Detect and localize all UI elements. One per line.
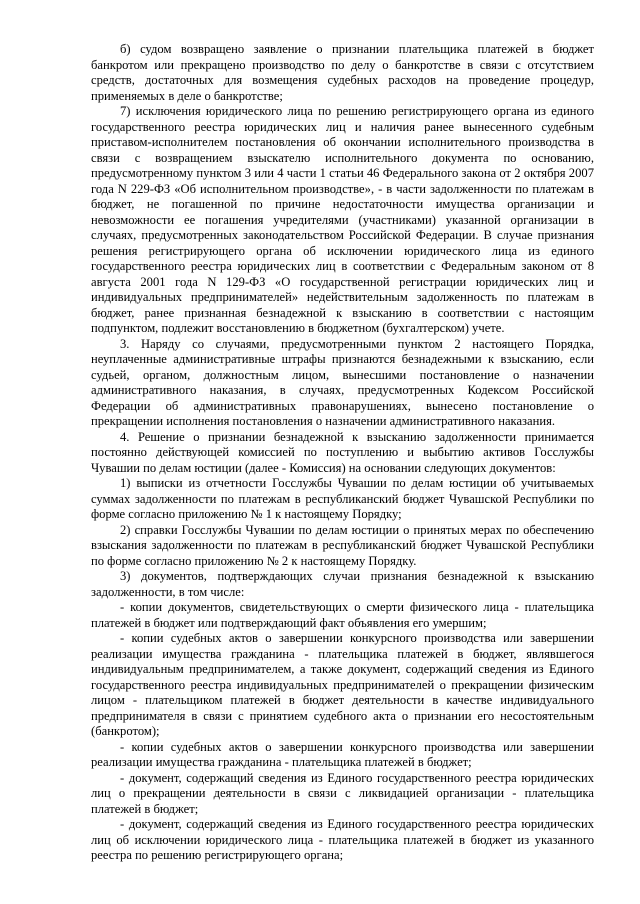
list-item-bankruptcy-citizen: - копии судебных актов о завершении конкурсного производства или завершении реализации имущества гражданина - плательщика платежей в бюджет; bbox=[91, 739, 594, 769]
list-item-exclusion: - документ, содержащий сведения из Единого государственного реестра юридических лиц об исключении юридического лица - плательщика платежей в бюджет из указанного реестра по решению регистрирующего органа; bbox=[91, 817, 594, 862]
document-body bbox=[91, 42, 594, 864]
paragraph-6b: б) судом возвращено заявление о признании плательщика платежей в бюджет банкротом или прекращено производство по делу о банкротстве в связи с отсутствием средств, достаточных для возмещения судебных расходов на проведение процедур, применяемых в деле о банкротстве; bbox=[91, 42, 594, 103]
paragraph-4-2: 2) справки Госслужбы Чувашии по делам юстиции о принятых мерах по обеспечению взыскания задолженности по платежам в республиканский бюджет Чувашской Республики по форме согласно приложению № 2 к настоящему Порядку. bbox=[91, 522, 594, 568]
paragraph-4: 4. Решение о признании безнадежной к взысканию задолженности принимается постоянно действующей комиссией по поступлению и выбытию активов Госслужбы Чувашии по делам юстиции (далее - Комиссия) на основании следующих документов: bbox=[91, 429, 594, 475]
paragraph-4-1: 1) выписки из отчетности Госслужбы Чувашии по делам юстиции об учитываемых суммах задолженности по платежам в республиканский бюджет Чувашской Республики по форме согласно приложению № 1 к настоящему Порядку; bbox=[91, 476, 594, 521]
paragraph-4-3: 3) документов, подтверждающих случаи признания безнадежной к взысканию задолженности, в том числе: bbox=[91, 569, 594, 599]
list-item-bankruptcy-entrepreneur: - копии судебных актов о завершении конкурсного производства или завершении реализации имущества гражданина - плательщика платежей в бюджет, являвшегося индивидуальным предпринимателем, а также документ, содержащий сведения из Единого государственного реестра индивидуальных предпринимателей о прекращении физическим лицом - плательщиком платежей в бюджет деятельности в качестве индивидуального предпринимателя в связи с принятием судебного акта о признании его несостоятельным (банкротом); bbox=[91, 631, 594, 738]
paragraph-3: 3. Наряду со случаями, предусмотренными пунктом 2 настоящего Порядка, неуплаченные административные штрафы признаются безнадежными к взысканию, если судьей, органом, должностным лицом, вынесшими постановление о назначении административного наказания, в случаях, предусмотренных Кодексом Российской Федерации об административных правонарушениях, вынесено постановление о прекращении исполнения постановления о назначении административного наказания. bbox=[91, 336, 594, 428]
list-item-death-documents: - копии документов, свидетельствующих о смерти физического лица - плательщика платежей в бюджет или подтверждающий факт объявления его умершим; bbox=[91, 600, 594, 630]
paragraph-7: 7) исключения юридического лица по решению регистрирующего органа из единого государственного реестра юридических лиц и наличия ранее вынесенного судебным приставом-исполнителем постановления об окончании исполнительного производства в связи с возвращением взыскателю исполнительного документа по основанию, предусмотренному пунктом 3 или 4 части 1 статьи 46 Федерального закона от 2 октября 2007 года N 229-ФЗ «Об исполнительном производстве», - в части задолженности по платежам в бюджет, не погашенной по причине недостаточности имущества организации и невозможности ее погашения учредителями (участниками) указанной организации в случаях, предусмотренных законодательством Российской Федерации. В случае признания решения регистрирующего органа об исключении юридического лица из единого государственного реестра юридических лиц в соответствии с Федеральным законом от 8 августа 2001 года N 129-ФЗ «О государственной регистрации юридических лиц и индивидуальных предпринимателей» недействительным задолженность по платежам в бюджет, ранее признанная безнадежной к взысканию в соответствии с настоящим подпунктом, подлежит восстановлению в бюджетном (бухгалтерском) учете. bbox=[91, 104, 594, 335]
list-item-liquidation: - документ, содержащий сведения из Единого государственного реестра юридических лиц о прекращении деятельности в связи с ликвидацией организации - плательщика платежей в бюджет; bbox=[91, 770, 594, 816]
